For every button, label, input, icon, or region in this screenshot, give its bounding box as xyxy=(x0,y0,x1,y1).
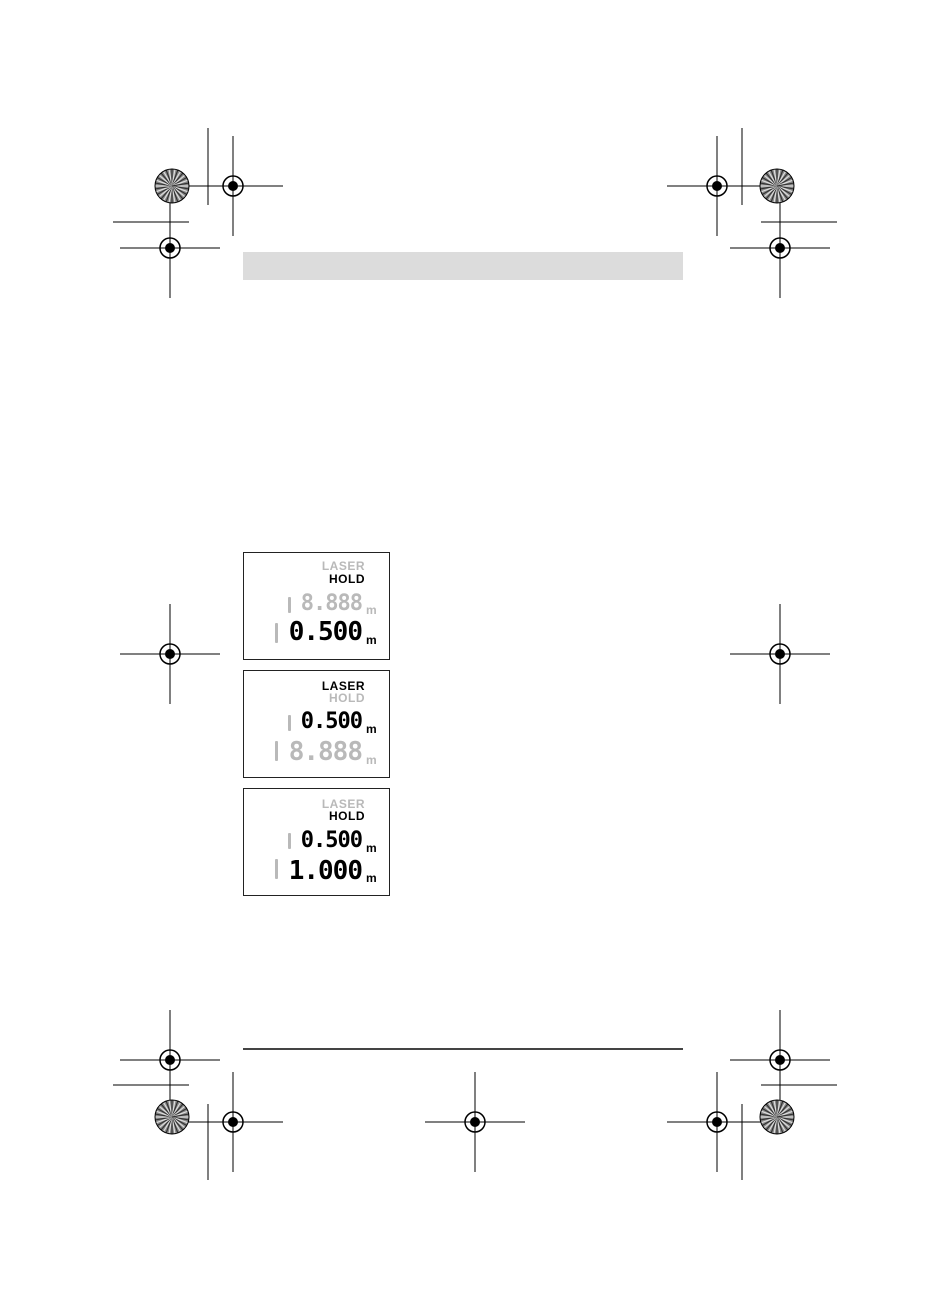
leading-segment-icon xyxy=(275,741,278,761)
registration-cross-icon xyxy=(730,604,830,704)
leading-segment-icon xyxy=(288,833,291,849)
registration-cross-icon xyxy=(730,198,830,298)
upper-unit: m xyxy=(366,841,377,855)
lower-readout: 8.888 xyxy=(288,737,362,767)
upper-readout: 0.500 xyxy=(300,828,362,853)
hold-indicator: HOLD xyxy=(329,572,365,586)
leading-segment-icon xyxy=(275,623,278,643)
registration-cross-icon xyxy=(120,604,220,704)
star-target-icon xyxy=(760,169,794,203)
lcd-display-laser xyxy=(243,670,390,778)
lower-unit: m xyxy=(366,633,377,647)
registration-cross-icon xyxy=(730,1010,830,1110)
laser-indicator: LASER xyxy=(321,559,365,573)
upper-unit: m xyxy=(366,722,377,736)
upper-readout: 8.888 xyxy=(300,591,362,616)
registration-cross-icon xyxy=(120,1010,220,1110)
star-target-icon xyxy=(760,1100,794,1134)
lower-readout: 1.000 xyxy=(288,856,362,886)
leading-segment-icon xyxy=(288,715,291,731)
star-target-icon xyxy=(155,169,189,203)
lower-readout: 0.500 xyxy=(288,617,362,647)
registration-cross-icon xyxy=(183,136,283,236)
header-bar xyxy=(243,252,683,280)
lcd-display-sum xyxy=(243,788,390,896)
footer-rule xyxy=(243,1048,683,1050)
upper-unit: m xyxy=(366,603,377,617)
laser-indicator: LASER xyxy=(321,679,365,693)
lcd-display-hold xyxy=(243,552,390,660)
laser-indicator: LASER xyxy=(321,797,365,811)
lower-unit: m xyxy=(366,871,377,885)
hold-indicator: HOLD xyxy=(329,809,365,823)
registration-cross-icon xyxy=(667,1072,767,1172)
registration-cross-icon xyxy=(425,1072,525,1172)
lower-unit: m xyxy=(366,753,377,767)
registration-cross-icon xyxy=(120,198,220,298)
registration-cross-icon xyxy=(667,136,767,236)
leading-segment-icon xyxy=(288,597,291,613)
leading-segment-icon xyxy=(275,859,278,879)
upper-readout: 0.500 xyxy=(300,709,362,734)
hold-indicator: HOLD xyxy=(329,691,365,705)
star-target-icon xyxy=(155,1100,189,1134)
registration-cross-icon xyxy=(183,1072,283,1172)
